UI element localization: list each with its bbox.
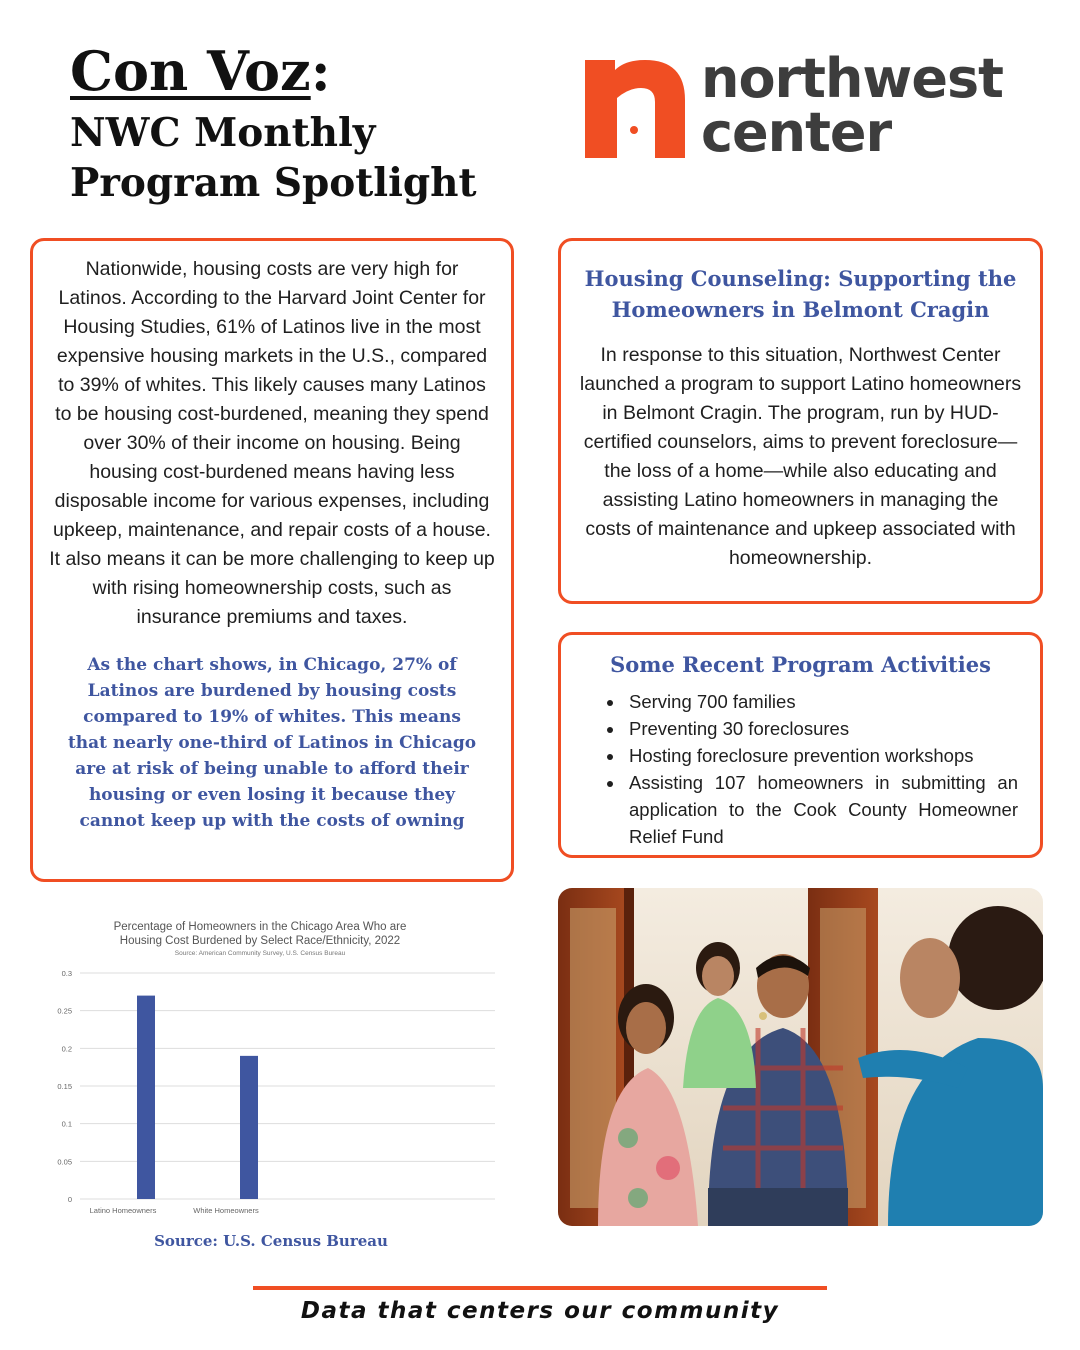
counseling-body: In response to this situation, Northwest Center launched a program to support Latino homeowners in Belmont Cragin. The program, run by HUD-certified counselors, aims to prevent foreclosure—the loss of a home—while also educating and assisting Latino homeowners in managing the costs of maintenance and upkeep associated with homeownership.	[579, 344, 1022, 569]
chart-ytick-label: 0.2	[61, 1044, 72, 1054]
counseling-box	[558, 238, 1043, 604]
title-con-voz: Con Voz	[70, 39, 311, 103]
title-colon: :	[310, 39, 331, 103]
chart-category-label: White Homeowners	[193, 1206, 259, 1215]
chart-subtitle: Source: American Community Survey, U.S. Census Bureau	[174, 950, 346, 957]
chart-bar	[137, 996, 155, 1199]
counseling-heading: Housing Counseling: Supporting the Homeowners in Belmont Cragin	[584, 266, 1017, 322]
family-photo	[558, 888, 1043, 1226]
logo-wordmark	[701, 47, 1003, 164]
family-photo-illustration	[558, 888, 1043, 1226]
intro-box	[30, 238, 514, 882]
chart-bar	[240, 1056, 258, 1199]
activity-item: • Hosting foreclosure prevention workshops	[625, 742, 1018, 769]
housing-burden-bar-chart	[40, 910, 510, 1222]
page-subtitle: NWC Monthly Program Spotlight	[70, 110, 477, 206]
logo-line-center: center	[701, 101, 892, 164]
logo-mark-icon	[585, 60, 685, 158]
intro-paragraph: Nationwide, housing costs are very high for Latinos. According to the Harvard Joint Center for Housing Studies, 61% of Latinos live in the most expensive housing markets in the U.S., compared to 39% of whites. This likely causes many Latinos to be housing cost-burdened, meaning they spend over 30% of their income on housing. Being housing cost-burdened means having less disposable income for various expenses, including upkeep, maintenance, and repair costs of a house. It also means it can be more challenging to keep up with rising homeownership costs, such as insurance premiums and taxes.	[49, 258, 495, 628]
chart-category-label: Latino Homeowners	[89, 1206, 157, 1215]
activities-heading: Some Recent Program Activities	[610, 652, 991, 677]
chart-ytick-label: 0	[67, 1195, 72, 1204]
chart-ytick-label: 0.05	[57, 1157, 72, 1167]
page-title	[70, 40, 331, 102]
activities-list	[583, 688, 1018, 850]
activity-item: • Preventing 30 foreclosures	[625, 715, 1018, 742]
chart-title-line1: Percentage of Homeowners in the Chicago Area Who are	[113, 921, 407, 933]
footer-tagline: Data that centers our community	[300, 1298, 780, 1324]
footer-divider	[253, 1286, 827, 1290]
activity-item: • Assisting 107 homeowners in submitting an application to the Cook County Homeowner Relief Fund	[625, 769, 1018, 850]
chart-title-line2: Housing Cost Burdened by Select Race/Ethnicity, 2022	[119, 935, 401, 947]
chart-callout: As the chart shows, in Chicago, 27% of Latinos are burdened by housing costs compared to 19% of whites. This means that nearly one-third of Latinos in Chicago are at risk of being unable to afford their housing or even losing it because they cannot keep up with the costs of owning	[67, 655, 477, 831]
activity-item: • Serving 700 families	[625, 688, 1018, 715]
chart-ytick-label: 0.25	[57, 1006, 72, 1016]
chart-ytick-label: 0.3	[61, 969, 72, 978]
logo-line-northwest: northwest	[701, 47, 1003, 110]
northwest-center-logo	[585, 47, 1025, 164]
chart-ytick-label: 0.15	[57, 1082, 72, 1091]
chart-source-caption: Source: U.S. Census Bureau	[154, 1232, 388, 1250]
chart-ytick-label: 0.1	[61, 1119, 72, 1129]
activities-box	[558, 632, 1043, 858]
